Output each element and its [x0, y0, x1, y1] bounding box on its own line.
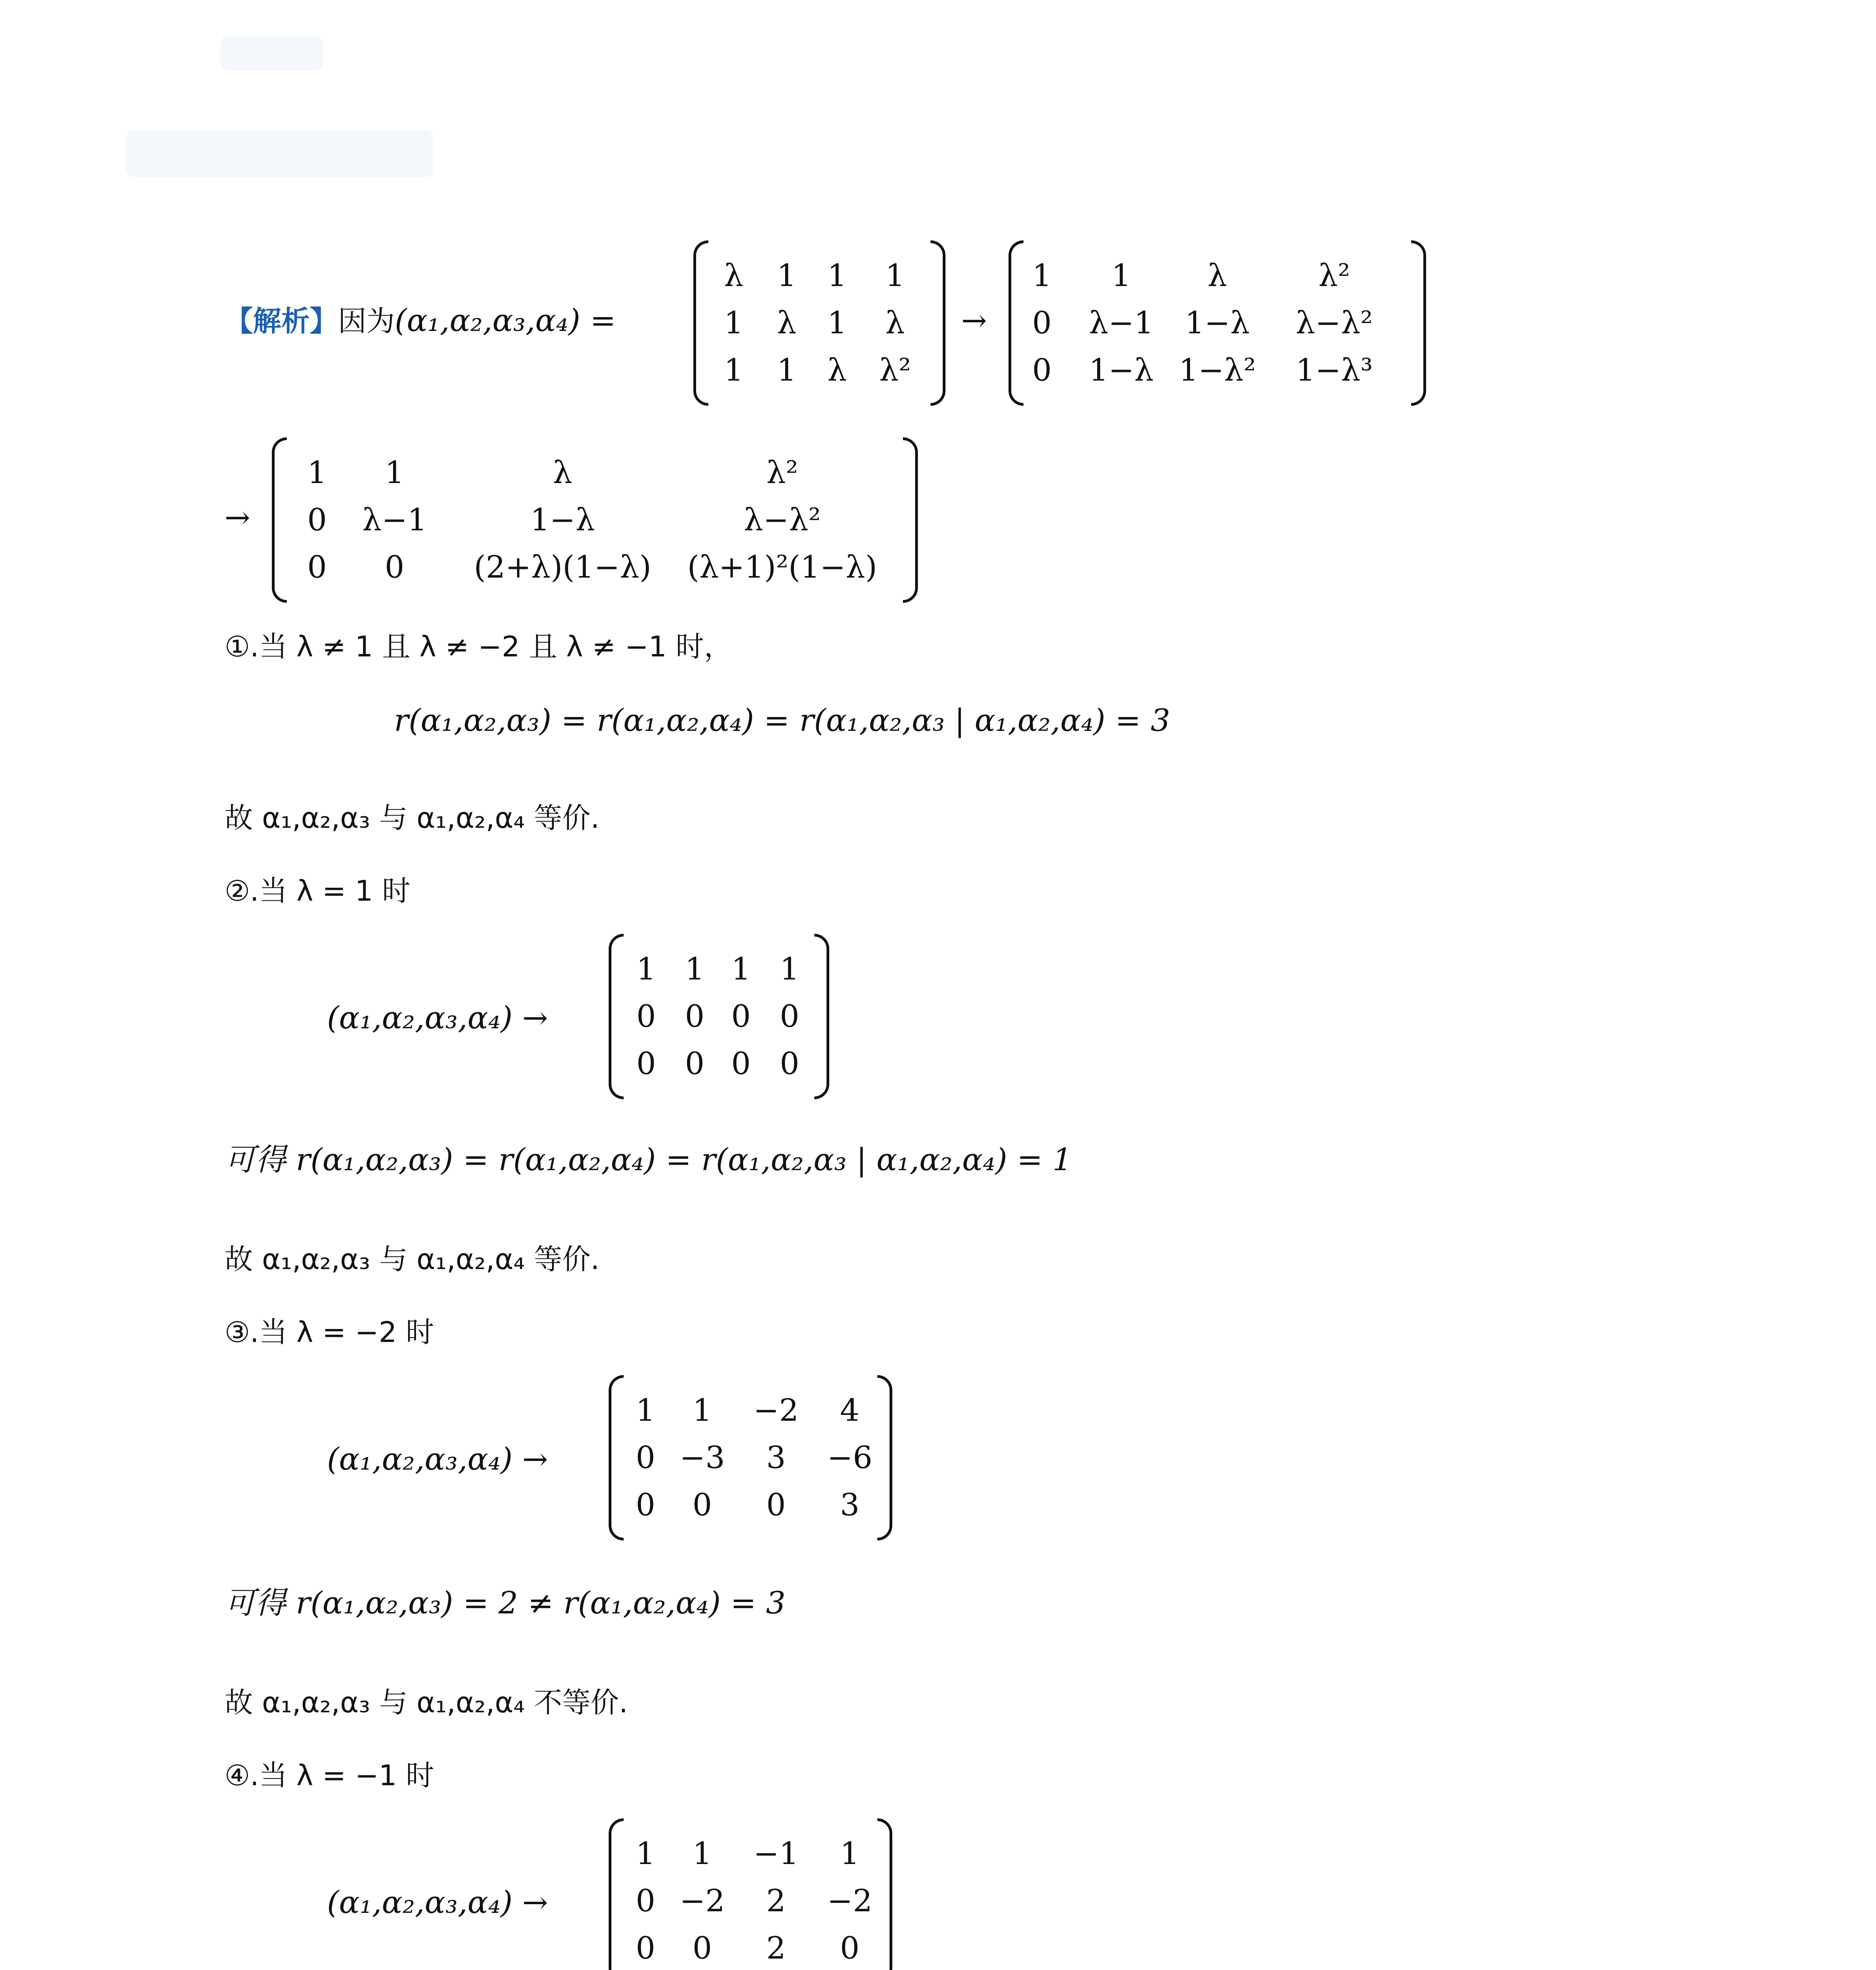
case1-conclusion: 故 α₁,α₂,α₃ 与 α₁,α₂,α₄ 等价.	[225, 801, 600, 834]
matrix-left-bracket	[693, 240, 708, 406]
arrow-2: →	[225, 500, 251, 535]
matrix-b	[1009, 240, 1426, 406]
matrix-cell: 1−λ³	[1295, 353, 1373, 388]
matrix-cell: −3	[680, 1440, 725, 1476]
matrix-cell: −2	[827, 1883, 873, 1919]
matrix-cell: 1	[685, 952, 705, 987]
matrix-cell: 2	[766, 1931, 786, 1966]
matrix-cell: 1	[692, 1393, 712, 1428]
matrix-cell: 0	[692, 1931, 712, 1966]
matrix-cell: 3	[766, 1440, 786, 1476]
case4-heading: ④.当 λ = −1 时	[225, 1759, 435, 1792]
matrix-cell: 2	[766, 1883, 786, 1919]
matrix-cell: 0	[731, 999, 751, 1034]
matrix-cell: 1	[885, 258, 905, 294]
header-faded-title	[126, 130, 433, 177]
matrix-cell: λ²	[1318, 258, 1350, 294]
matrix-cell: 1	[307, 455, 327, 491]
case3-heading: ③.当 λ = −2 时	[225, 1316, 435, 1349]
matrix-cell: 1	[1111, 258, 1131, 294]
header-faded-mark	[221, 35, 323, 71]
case3-tuple-arrow: (α₁,α₂,α₃,α₄) →	[327, 1442, 548, 1477]
matrix-cell: 0	[731, 1046, 751, 1082]
matrix-cell: 1	[827, 305, 847, 341]
matrix-cell: 0	[307, 502, 327, 538]
matrix-left-bracket	[1009, 240, 1023, 406]
case3-conclusion: 故 α₁,α₂,α₃ 与 α₁,α₂,α₄ 不等价.	[225, 1686, 628, 1719]
matrix-left-bracket	[609, 1375, 624, 1541]
matrix-cell: 1	[384, 455, 405, 491]
matrix-cell: λ−λ²	[1296, 305, 1373, 341]
matrix-cell: λ	[1207, 258, 1227, 294]
matrix-cell: 1	[776, 353, 797, 388]
case2-rank: 可得 r(α₁,α₂,α₃) = r(α₁,α₂,α₄) = r(α₁,α₂,α₃ | α₁,α₂,α₄) = 1	[225, 1142, 1072, 1178]
matrix-left-bracket	[609, 1818, 624, 1970]
case2-conclusion: 故 α₁,α₂,α₃ 与 α₁,α₂,α₄ 等价.	[225, 1243, 600, 1276]
matrix-cell: 1	[1032, 258, 1052, 294]
matrix-cell: 1	[840, 1836, 860, 1872]
matrix-left-bracket	[609, 934, 624, 1099]
analysis-intro	[225, 305, 616, 336]
matrix-cell: 0	[635, 1931, 656, 1966]
matrix-left-bracket	[272, 437, 287, 603]
matrix-cell: λ	[777, 305, 797, 341]
matrix-cell: 1	[731, 952, 751, 987]
matrix-cell: 0	[685, 1046, 705, 1082]
matrix-right-bracket	[1411, 240, 1426, 406]
matrix-cell: 1	[635, 1836, 656, 1872]
matrix-cell: λ−λ²	[743, 502, 821, 538]
matrix-cell: λ	[553, 455, 572, 491]
matrix-cell: −6	[827, 1440, 873, 1476]
matrix-right-bracket	[877, 1375, 892, 1541]
matrix-cell: 1	[776, 258, 797, 294]
matrix-cell: 1	[635, 1393, 656, 1428]
matrix-cell: 0	[766, 1487, 786, 1523]
matrix-cell: 1	[780, 952, 800, 987]
matrix-cell: 0	[685, 999, 705, 1034]
analysis-label: 【解析】	[225, 305, 338, 338]
matrix-a	[693, 240, 945, 406]
matrix-cell: λ	[885, 305, 905, 341]
matrix-cell: 1−λ	[1088, 353, 1154, 388]
matrix-right-bracket	[814, 934, 829, 1099]
matrix-c	[272, 437, 918, 603]
matrix-cell: 0	[1032, 353, 1052, 388]
matrix-cell: λ²	[766, 455, 798, 491]
case4-tuple-arrow: (α₁,α₂,α₃,α₄) →	[327, 1885, 548, 1920]
matrix-cell: 1	[827, 258, 847, 294]
matrix-cell: 1−λ²	[1179, 353, 1256, 388]
matrix-cell: 0	[635, 1883, 656, 1919]
matrix-cell: λ−1	[362, 502, 427, 538]
matrix-cell: 0	[1032, 305, 1052, 341]
case1-heading: ①.当 λ ≠ 1 且 λ ≠ −2 且 λ ≠ −1 时，	[225, 630, 732, 663]
matrix-cell: 0	[635, 1440, 656, 1476]
matrix-cell: 1	[724, 305, 744, 341]
arrow-1: →	[961, 303, 987, 338]
matrix-cell: 0	[636, 999, 656, 1034]
matrix-cell: 0	[840, 1931, 860, 1966]
matrix-cell: 1	[692, 1836, 712, 1872]
matrix-case2	[609, 934, 829, 1099]
matrix-cell: λ	[724, 258, 744, 294]
matrix-cell: 3	[840, 1487, 860, 1523]
case1-rank: r(α₁,α₂,α₃) = r(α₁,α₂,α₄) = r(α₁,α₂,α₃ | α₁,α₂,α₄) = 3	[394, 703, 1170, 738]
case2-heading: ②.当 λ = 1 时	[225, 874, 410, 907]
matrix-cell: 0	[692, 1487, 712, 1523]
matrix-cell: −2	[753, 1393, 799, 1428]
case3-rank: 可得 r(α₁,α₂,α₃) = 2 ≠ r(α₁,α₂,α₄) = 3	[225, 1585, 786, 1621]
case2-tuple-arrow: (α₁,α₂,α₃,α₄) →	[327, 1000, 548, 1036]
matrix-right-bracket	[903, 437, 918, 603]
matrix-cell: λ	[827, 353, 847, 388]
matrix-cell: 0	[384, 550, 405, 585]
matrix-right-bracket	[877, 1818, 892, 1970]
matrix-cell: 1−λ	[1185, 305, 1250, 341]
matrix-cell: λ−1	[1088, 305, 1154, 341]
matrix-cell: 0	[780, 1046, 800, 1082]
matrix-cell: (2+λ)(1−λ)	[474, 550, 652, 585]
matrix-cell: λ²	[879, 353, 911, 388]
tuple-equals: (α₁,α₂,α₃,α₄) =	[395, 303, 616, 338]
matrix-case3	[609, 1375, 892, 1541]
matrix-cell: −1	[753, 1836, 799, 1872]
matrix-cell: 0	[780, 999, 800, 1034]
matrix-cell: 0	[636, 1046, 656, 1082]
matrix-cell: 1	[724, 353, 744, 388]
matrix-case4	[609, 1818, 892, 1970]
matrix-cell: 4	[840, 1393, 860, 1428]
matrix-right-bracket	[931, 240, 945, 406]
matrix-cell: 1	[636, 952, 656, 987]
matrix-cell: 1−λ	[530, 502, 595, 538]
because-text: 因为	[338, 305, 395, 338]
matrix-cell: (λ+1)²(1−λ)	[687, 550, 877, 585]
matrix-cell: 0	[307, 550, 327, 585]
matrix-cell: 0	[635, 1487, 656, 1523]
matrix-cell: −2	[680, 1883, 725, 1919]
